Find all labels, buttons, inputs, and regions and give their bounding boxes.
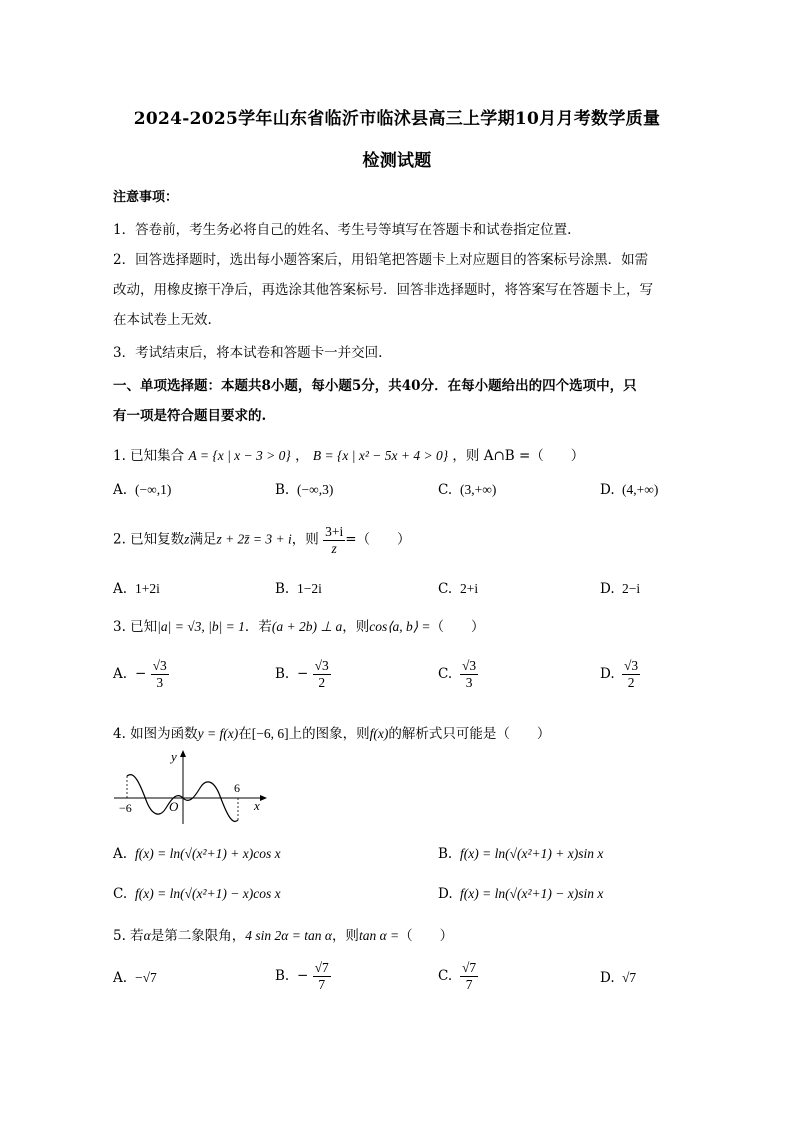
q1-option-b[interactable]: B. (−∞,3) xyxy=(275,482,334,498)
question-2 xyxy=(113,524,411,556)
question-5 xyxy=(113,924,453,944)
q3-option-c[interactable]: C. $\frac{√3}{3}$ xyxy=(438,658,477,690)
q2-then: ，则 xyxy=(291,531,319,548)
x-axis-arrow-icon xyxy=(260,795,267,801)
q4-tail: 上的图象，则 xyxy=(288,726,370,742)
q5-option-b[interactable]: B. − $\frac{√7}{7}$ xyxy=(275,960,329,992)
q1-tail: ，则 A∩B =（ ） xyxy=(452,448,585,464)
exam-title-line1: 2024-2025学年山东省临沂市临沭县高三上学期10月月考数学质量 xyxy=(133,109,661,129)
q1-sep: ， xyxy=(295,448,309,464)
q4-fx: f(x) xyxy=(369,726,389,741)
q2-tail: =（ ） xyxy=(345,531,411,548)
q1-option-c[interactable]: C. (3,+∞) xyxy=(438,482,497,498)
label-x: x xyxy=(254,798,260,813)
q4-function: y = f(x) xyxy=(197,726,239,741)
q5-equation: 4 sin 2α = tan α xyxy=(245,928,332,943)
q3-cos: cos⟨a, b⟩ = xyxy=(369,619,431,634)
label-neg6: −6 xyxy=(119,801,132,815)
label-origin: O xyxy=(169,799,179,814)
q5-then: ，则 xyxy=(331,928,359,944)
q4-option-c[interactable]: C. f(x) = ln(√(x²+1) − x)cos x xyxy=(113,886,281,902)
q2-prefix: 2. 已知复数 xyxy=(113,531,185,548)
q1-prefix: 1. 已知集合 xyxy=(113,448,185,464)
y-axis-arrow-icon xyxy=(180,750,186,757)
q4-prefix: 4. 如图为函数 xyxy=(113,726,198,742)
q4-tail2: 的解析式只可能是（ ） xyxy=(388,726,551,742)
notice-heading: 注意事项： xyxy=(113,190,179,205)
q2-equation: z + 2z̄ = 3 + i xyxy=(216,531,292,547)
q2-fraction: $\frac{3+i}{z}$ xyxy=(325,524,344,556)
q5-tail: （ ） xyxy=(399,928,454,944)
q4-option-b[interactable]: B. f(x) = ln(√(x²+1) + x)sin x xyxy=(438,846,604,862)
q2-mid: 满足 xyxy=(189,531,217,548)
q2-option-b[interactable]: B. 1−2i xyxy=(275,581,322,597)
question-4 xyxy=(113,722,550,742)
q4-option-d[interactable]: D. f(x) = ln(√(x²+1) − x)sin x xyxy=(438,886,604,902)
notice-item-2-line-1: 2．回答选择题时，选出每小题答案后，用铅笔把答题卡上对应题目的答案标号涂黑．如需 xyxy=(113,252,649,268)
q3-perpendicular: (a + 2b) ⊥ a xyxy=(271,619,343,634)
notice-item-2-line-3: 在本试卷上无效. xyxy=(113,312,212,328)
q5-option-d[interactable]: D. √7 xyxy=(600,970,637,986)
q3-condition: |a| = √3, |b| = 1 xyxy=(157,619,245,634)
q3-option-a[interactable]: A. − $\frac{√3}{3}$ xyxy=(113,658,167,690)
q2-z: z xyxy=(184,531,190,547)
q1-set-a: A = {x | x − 3 > 0} xyxy=(188,448,291,463)
q3-prefix: 3. 已知 xyxy=(113,619,158,635)
q3-mid: ．若 xyxy=(244,619,272,635)
q5-mid: 是第二象限角， xyxy=(150,928,246,944)
q1-option-a[interactable]: A. (−∞,1) xyxy=(113,482,172,498)
function-graph xyxy=(110,748,270,826)
q4-mid: 在 xyxy=(238,726,252,742)
exam-title-line2: 检测试题 xyxy=(362,151,432,171)
label-y: y xyxy=(171,749,177,764)
section-heading-line-1: 一、单项选择题：本题共8小题，每小题5分，共40分．在每小题给出的四个选项中，只 xyxy=(113,378,637,394)
q2-option-d[interactable]: D. 2−i xyxy=(600,581,641,597)
q1-option-d[interactable]: D. (4,+∞) xyxy=(600,482,659,498)
label-pos6: 6 xyxy=(234,781,240,795)
section-heading-line-2: 有一项是符合题目要求的. xyxy=(113,408,267,424)
q4-option-a[interactable]: A. f(x) = ln(√(x²+1) + x)cos x xyxy=(113,846,281,862)
q2-option-c[interactable]: C. 2+i xyxy=(438,581,479,597)
q3-tail: （ ） xyxy=(430,619,485,635)
question-1 xyxy=(113,444,584,464)
notice-item-2-line-2: 改动，用橡皮擦干净后，再选涂其他答案标号．回答非选择题时，将答案写在答题卡上，写 xyxy=(113,282,653,298)
q5-ask: tan α = xyxy=(358,928,400,943)
q4-interval: [−6, 6] xyxy=(251,726,289,741)
q5-prefix: 5. 若 xyxy=(113,928,144,944)
notice-item-1: 1．答卷前，考生务必将自己的姓名、考生号等填写在答题卡和试卷指定位置. xyxy=(113,222,572,238)
q3-then: ，则 xyxy=(342,619,370,635)
q1-set-b: B = {x | x² − 5x + 4 > 0} xyxy=(312,448,449,463)
notice-item-3: 3．考试结束后，将本试卷和答题卡一并交回. xyxy=(113,345,383,361)
q2-option-a[interactable]: A. 1+2i xyxy=(113,581,160,597)
q5-option-a[interactable]: A. −√7 xyxy=(113,970,157,986)
question-3 xyxy=(113,615,485,635)
q3-option-d[interactable]: D. $\frac{√3}{2}$ xyxy=(600,658,639,690)
q5-alpha: α xyxy=(143,928,151,943)
q3-option-b[interactable]: B. − $\frac{√3}{2}$ xyxy=(275,658,329,690)
q5-option-c[interactable]: C. $\frac{√7}{7}$ xyxy=(438,960,477,992)
